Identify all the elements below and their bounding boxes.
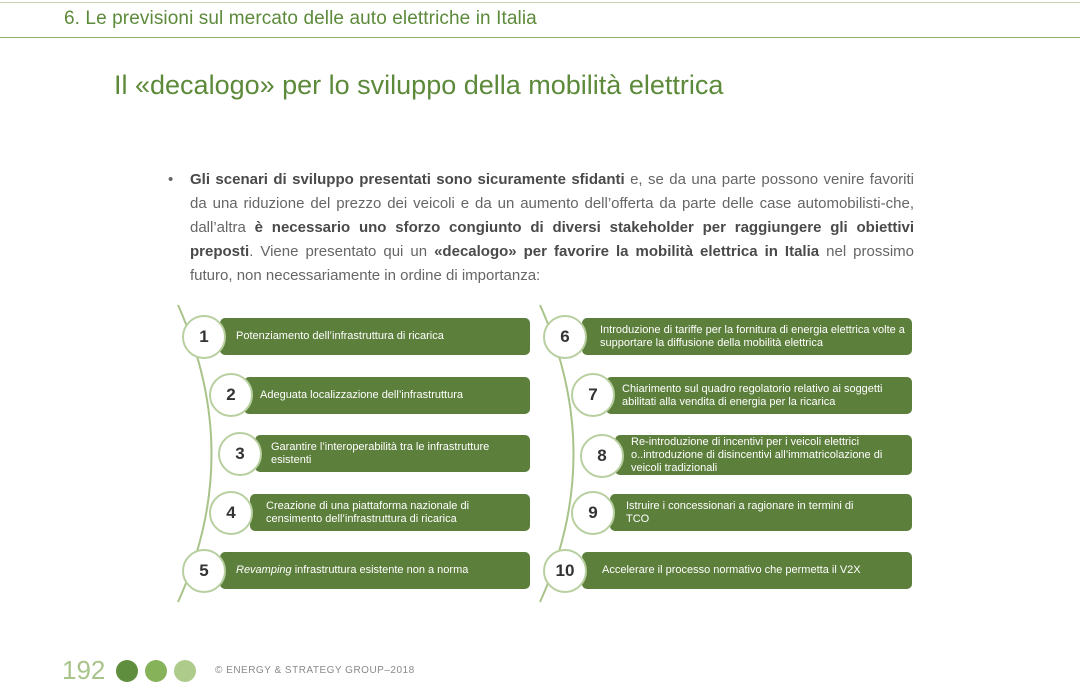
decalogue-item-2: [244, 377, 530, 414]
decalogue-item-10: [582, 552, 912, 589]
item-5-rest: infrastruttura esistente non a norma: [291, 564, 469, 576]
item-3-text: Garantire l’interoperabilità tra le infrastrutture esistenti: [271, 440, 490, 466]
item-2-number: 2: [209, 373, 253, 417]
item-4-text: Creazione di una piattaforma nazionale di censimento dell’infrastruttura di ricarica: [266, 499, 470, 525]
para-bold-3: è necessario uno sforzo congiunto di diversi stakeholder per raggiungere gli obiettivi preposti: [190, 219, 914, 260]
decalogue-item-4: [250, 494, 530, 531]
bullet-icon: •: [168, 171, 174, 188]
copyright: © ENERGY & STRATEGY GROUP–2018: [215, 665, 415, 676]
para-text-2: e, se da una parte possono venire favoriti da una riduzione del prezzo dei veicoli e da un aumento dell’offerta da parte delle case automobilisti-che, dall’altra: [190, 171, 914, 236]
footer-dot-2: [145, 660, 167, 682]
item-5-number: 5: [182, 549, 226, 593]
decalogue-item-6: [582, 318, 912, 355]
decalogue-item-7: [606, 377, 912, 414]
header-top-line: [0, 2, 1080, 3]
item-1-number: 1: [182, 315, 226, 359]
item-9-number: 9: [571, 491, 615, 535]
item-3-number: 3: [218, 432, 262, 476]
decalogue-item-8: [615, 435, 912, 475]
para-bold-5: «decalogo» per favorire la mobilità elettrica in Italia: [434, 243, 820, 260]
footer-dot-3: [174, 660, 196, 682]
intro-paragraph: [190, 168, 914, 288]
decalogue-item-1: [220, 318, 530, 355]
item-8-number: 8: [580, 434, 624, 478]
item-6-number: 6: [543, 315, 587, 359]
item-7-text: Chiarimento sul quadro regolatorio relativo ai soggetti abilitati alla vendita di energia per la ricarica: [622, 382, 883, 408]
para-text-6: nel prossimo futuro, non necessariamente in ordine di importanza:: [190, 243, 915, 284]
section-title: 6. Le previsioni sul mercato delle auto elettriche in Italia: [64, 8, 537, 29]
page-title: Il «decalogo» per lo sviluppo della mobilità elettrica: [114, 70, 724, 100]
decalogue-item-9: [610, 494, 912, 531]
item-10-number: 10: [543, 549, 587, 593]
item-1-text: Potenziamento dell’infrastruttura di ricarica: [236, 330, 444, 342]
decalogue-item-3: [255, 435, 530, 472]
item-8-text: Re-introduzione di incentivi per i veicoli elettrici o..introduzione di disincentivi all’immatricolazione di veicoli tradizionali: [631, 435, 883, 474]
page-number: 192: [62, 655, 106, 685]
item-9-text: Istruire i concessionari a ragionare in termini di TCO: [626, 499, 854, 525]
para-bold-1: Gli scenari di sviluppo presentati sono sicuramente sfidanti: [190, 171, 625, 188]
item-4-number: 4: [209, 491, 253, 535]
para-text-4: . Viene presentato qui un: [249, 243, 435, 260]
item-6-text: Introduzione di tariffe per la fornitura di energia elettrica volte a supportare la diffusione della mobilità elettrica: [600, 323, 905, 349]
item-5-text: [236, 564, 468, 577]
item-5-italic: Revamping: [236, 564, 292, 576]
decalogue-item-5: [220, 552, 530, 589]
item-7-number: 7: [571, 373, 615, 417]
footer-dot-1: [116, 660, 138, 682]
item-10-text: Accelerare il processo normativo che permetta il V2X: [602, 564, 861, 576]
item-2-text: Adeguata localizzazione dell’infrastruttura: [260, 389, 464, 401]
